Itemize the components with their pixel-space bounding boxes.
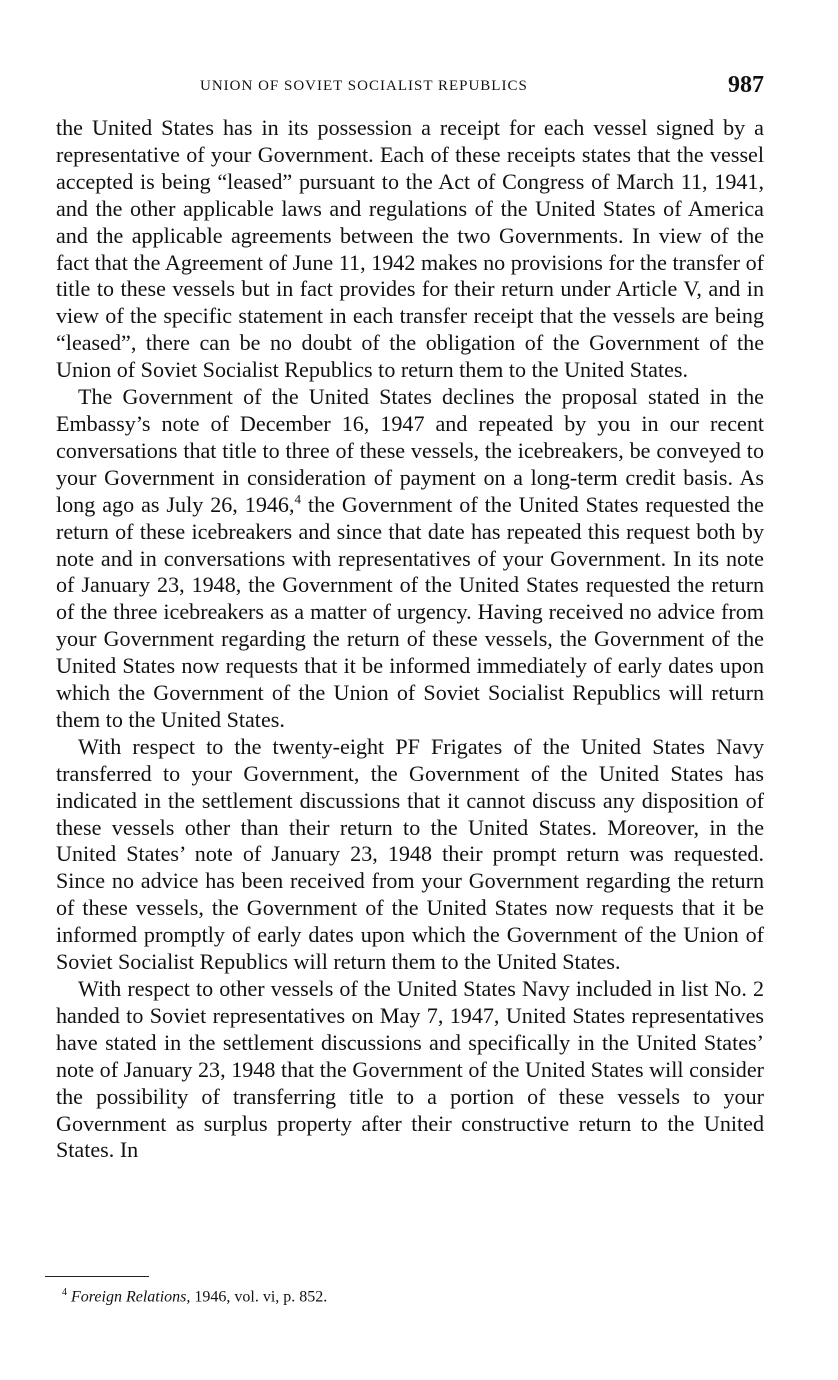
- footnote-citation: 1946, vol. vi, p. 852.: [190, 1288, 328, 1306]
- paragraph-1: the United States has in its possession a receipt for each vessel signed by a representative of your Government. Each of these receipts states that the vessel accepted is being “leased” pursuant to the Act of Congress of March 11, 1941, and the other applicable laws and regulations of the United States of America and the applicable agreements between the two Governments. In view of the fact that the Agreement of June 11, 1942 makes no provisions for the transfer of title to these vessels but in fact provides for their return under Article V, and in view of the specific statement in each transfer receipt that the vessels are being “leased”, there can be no doubt of the obligation of the Government of the Union of Soviet Socialist Republics to return them to the United States.: [56, 115, 764, 383]
- paragraph-2: [56, 384, 764, 734]
- page-number: 987: [728, 72, 764, 98]
- footnote-source-title: Foreign Relations,: [71, 1288, 191, 1306]
- paragraph-2-part-2: the Government of the United States requested the return of these icebreakers and since that date has repeated this request both by note and in conversations with representatives of your Government. In its note of January 23, 1948, the Government of the United States requested the return of the three icebreakers as a matter of urgency. Having received no advice from your Government regarding the return of these vessels, the Government of the United States now requests that it be informed immediately of early dates upon which the Government of the Union of Soviet Socialist Republics will return them to the United States.: [56, 491, 764, 732]
- footnote-reference: 4: [294, 491, 301, 507]
- paragraph-4: With respect to other vessels of the United States Navy included in list No. 2 handed to Soviet representatives on May 7, 1947, United States representatives have stated in the settlement discussions and specifically in the United States’ note of January 23, 1948 that the Government of the United States will consider the possibility of transferring title to a portion of these vessels to your Government as surplus property after their constructive return to the United States. In: [56, 976, 764, 1163]
- footnote-mark: 4: [62, 1287, 67, 1298]
- footnote-divider: [45, 1276, 149, 1277]
- running-title: UNION OF SOVIET SOCIALIST REPUBLICS: [200, 78, 528, 94]
- body-text: [56, 115, 764, 1164]
- footnote: [62, 1287, 327, 1306]
- paragraph-2-part-1: The Government of the United States declines the proposal stated in the Embassy’s note of December 16, 1947 and repeated by you in our recent conversations that title to three of these vessels, the icebreakers, be conveyed to your Government in consideration of payment on a long-term credit basis. As long ago as July 26, 1946,: [56, 384, 764, 517]
- running-head: [200, 78, 528, 95]
- paragraph-3: With respect to the twenty-eight PF Frigates of the United States Navy transferred to your Government, the Government of the United States has indicated in the settlement discussions that it cannot discuss any disposition of these vessels other than their return to the United States. Moreover, in the United States’ note of January 23, 1948 their prompt return was requested. Since no advice has been received from your Government regarding the return of these vessels, the Government of the United States now requests that it be informed promptly of early dates upon which the Government of the Union of Soviet Socialist Republics will return them to the United States.: [56, 733, 764, 975]
